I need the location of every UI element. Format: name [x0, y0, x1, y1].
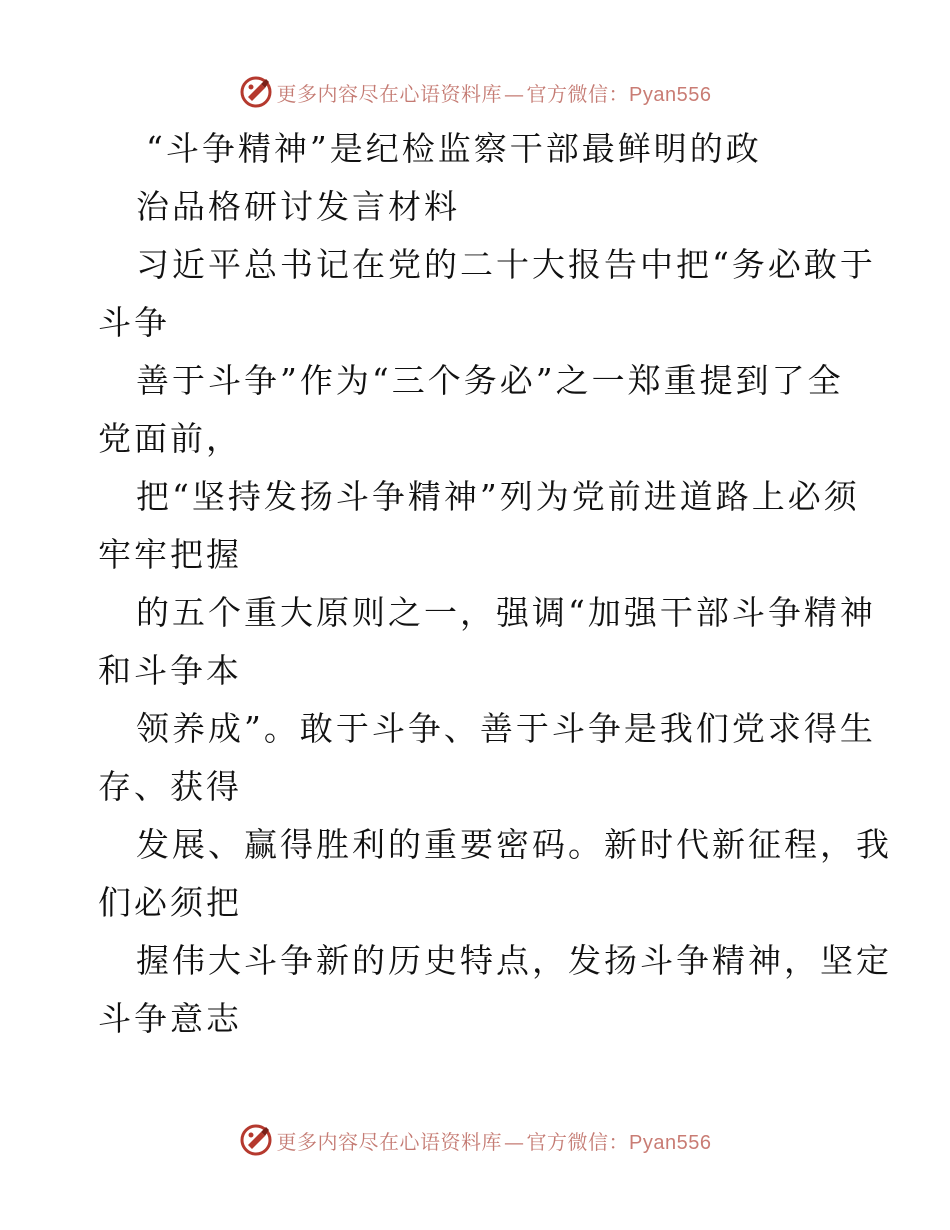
library-logo-icon [239, 75, 273, 109]
library-logo-icon [239, 1123, 273, 1157]
watermark-text [277, 1126, 712, 1155]
watermark-account: Pyan556 [629, 1131, 712, 1154]
body-line: 们必须把 [98, 883, 242, 922]
watermark-official: 官方微信： [526, 81, 630, 106]
watermark-official: 官方微信： [526, 1129, 630, 1154]
body-line: 领养成”。敢于斗争、善于斗争是我们党求得生 [136, 709, 876, 748]
body-line: 斗争 [98, 303, 170, 342]
body-line: 牢牢把握 [98, 535, 242, 574]
body-line: 善于斗争”作为“三个务必”之一郑重提到了全 [136, 361, 844, 400]
body-line: 习近平总书记在党的二十大报告中把“务必敢于 [136, 245, 876, 284]
body-line: 把“坚持发扬斗争精神”列为党前进道路上必须 [136, 477, 860, 516]
body-line: 存、获得 [98, 767, 242, 806]
body-line: 和斗争本 [98, 651, 242, 690]
watermark-dash: — [504, 1129, 525, 1154]
watermark-brand: 更多内容尽在心语资料库 [276, 81, 503, 106]
body-line: 的五个重大原则之一，强调“加强干部斗争精神 [136, 593, 876, 632]
watermark-brand: 更多内容尽在心语资料库 [276, 1129, 503, 1154]
title-line-1: “斗争精神”是纪检监察干部最鲜明的政 [146, 129, 762, 168]
watermark-account: Pyan556 [629, 83, 712, 106]
document-body [98, 120, 892, 1048]
title-line-2: 治品格研讨发言材料 [136, 187, 460, 226]
body-line: 党面前， [98, 419, 242, 458]
body-line: 发展、赢得胜利的重要密码。新时代新征程，我 [136, 825, 892, 864]
body-line: 握伟大斗争新的历史特点，发扬斗争精神，坚定 [136, 941, 892, 980]
watermark-dash: — [504, 81, 525, 106]
body-line: 斗争意志 [98, 999, 242, 1038]
footer-watermark [0, 1120, 950, 1160]
header-watermark [0, 72, 950, 112]
watermark-text [277, 78, 712, 107]
